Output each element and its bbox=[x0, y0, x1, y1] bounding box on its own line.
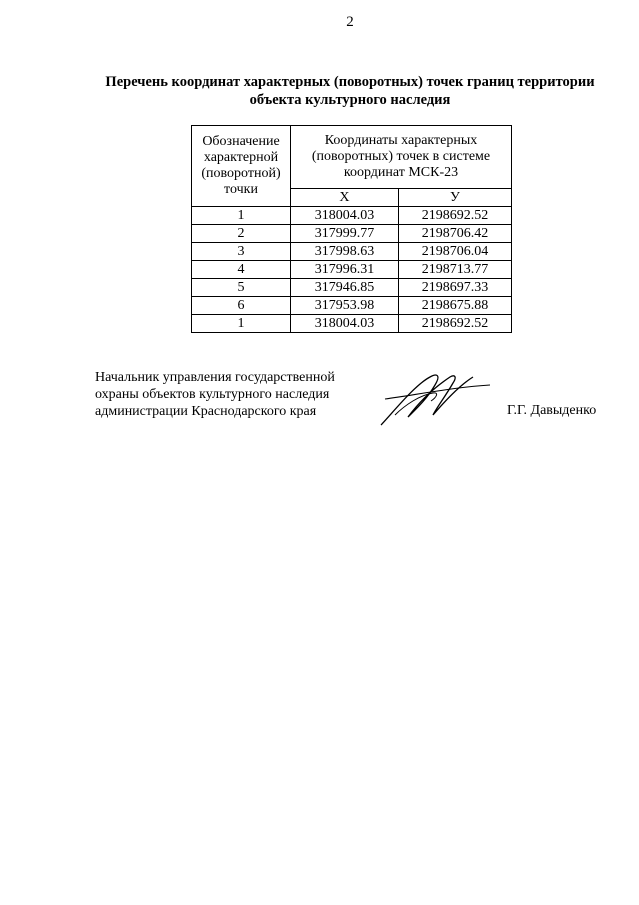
cell-y: 2198706.42 bbox=[398, 225, 511, 243]
table-row bbox=[192, 279, 512, 297]
cell-y: 2198675.88 bbox=[398, 297, 511, 315]
header-x: Х bbox=[291, 189, 399, 207]
cell-y: 2198692.52 bbox=[398, 315, 511, 333]
cell-x: 318004.03 bbox=[291, 315, 399, 333]
header-point-line: (поворотной) bbox=[201, 166, 281, 181]
header-point-line: Обозначение bbox=[202, 134, 280, 149]
header-coords-line: (поворотных) точек в системе bbox=[311, 149, 491, 164]
cell-x: 317946.85 bbox=[291, 279, 399, 297]
page-number: 2 bbox=[346, 14, 354, 30]
handwritten-signature bbox=[375, 365, 500, 430]
position-line-1: Начальник управления государственной bbox=[95, 370, 335, 385]
table-header-row bbox=[192, 126, 512, 189]
cell-point: 1 bbox=[192, 207, 291, 225]
cell-point: 5 bbox=[192, 279, 291, 297]
cell-y: 2198713.77 bbox=[398, 261, 511, 279]
signatory-name: Г.Г. Давыденко bbox=[507, 403, 597, 418]
cell-x: 318004.03 bbox=[291, 207, 399, 225]
document-title bbox=[60, 73, 639, 109]
cell-y: 2198706.04 bbox=[398, 243, 511, 261]
cell-point: 3 bbox=[192, 243, 291, 261]
table-row bbox=[192, 225, 512, 243]
table-row bbox=[192, 315, 512, 333]
header-y: У bbox=[398, 189, 511, 207]
signatory-position bbox=[95, 369, 395, 420]
header-coords-line: Координаты характерных bbox=[324, 133, 478, 148]
cell-point: 4 bbox=[192, 261, 291, 279]
coordinates-table bbox=[191, 125, 512, 333]
cell-y: 2198692.52 bbox=[398, 207, 511, 225]
cell-y: 2198697.33 bbox=[398, 279, 511, 297]
position-line-2: охраны объектов культурного наследия bbox=[95, 387, 330, 402]
position-line-3: администрации Краснодарского края bbox=[95, 404, 317, 419]
header-point-line: характерной bbox=[203, 150, 279, 165]
table-row bbox=[192, 207, 512, 225]
title-line-1: Перечень координат характерных (поворотных) точек границ территории bbox=[105, 74, 595, 90]
cell-point: 6 bbox=[192, 297, 291, 315]
title-line-2: объекта культурного наследия bbox=[249, 92, 451, 108]
cell-x: 317999.77 bbox=[291, 225, 399, 243]
cell-x: 317998.63 bbox=[291, 243, 399, 261]
header-point-designation bbox=[192, 126, 291, 207]
header-point-line: точки bbox=[224, 182, 258, 197]
cell-point: 1 bbox=[192, 315, 291, 333]
header-coordinates bbox=[291, 126, 512, 189]
cell-point: 2 bbox=[192, 225, 291, 243]
table-row bbox=[192, 243, 512, 261]
table-row bbox=[192, 297, 512, 315]
table-row bbox=[192, 261, 512, 279]
cell-x: 317953.98 bbox=[291, 297, 399, 315]
cell-x: 317996.31 bbox=[291, 261, 399, 279]
header-coords-line: координат МСК-23 bbox=[343, 165, 459, 180]
